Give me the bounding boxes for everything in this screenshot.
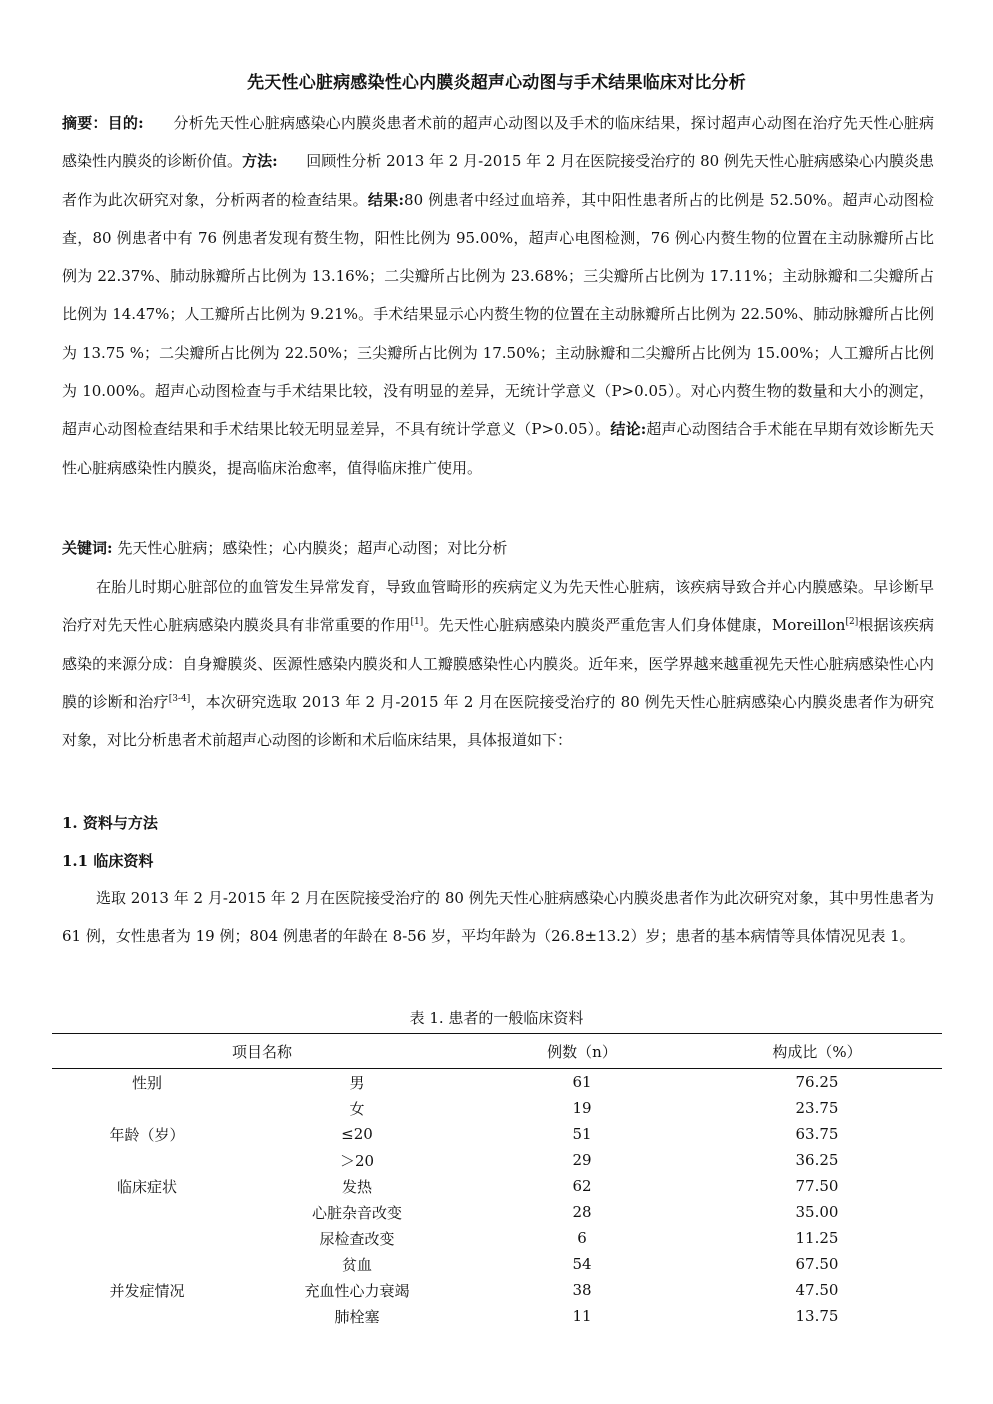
abstract-objective: 分析先天性心脏病感染心内膜炎患者术前的超声心动图以及手术的临床结果，探讨超声心动图在治疗先天性心脏病感染性内膜炎的诊断价值。: [62, 114, 934, 171]
abstract-methods: 回顾性分析 2013 年 2 月-2015 年 2 月在医院接受治疗的 80 例先天性心脏病感染心内膜炎患者作为此次研究对象，分析两者的检查结果。: [62, 152, 934, 209]
table-cell: 61: [572, 1073, 592, 1091]
table-row: [52, 1095, 942, 1121]
table-cell: 77.50: [795, 1177, 839, 1195]
abstract-results: 80 例患者中经过血培养，其中阳性患者所占的比例是 52.50%。超声心动图检查，80 例患者中有 76 例患者发现有赘生物，阳性比例为 95.00%，超声心电图检测，76 例心内赘生物的位置在主动脉瓣所占比例为 22.37%、肺动脉瓣所占比例为 13.16%；二尖瓣所占比例为 23.68%；三尖瓣所占比例为 17.11%；主动脉瓣和二尖瓣所占比例为 14.47%；人工瓣所占比例为 9.21%。手术结果显示心内赘生物的位置在主动脉瓣所占比例为 22.50%、肺动脉瓣所占比例为 13.75 %；二尖瓣所占比例为 22.50%；三尖瓣所占比例为 17.50%；主动脉瓣和二尖瓣所占比例为 15.00%；人工瓣所占比例为 10.00%。超声心动图检查与手术结果比较，没有明显的差异，无统计学意义（P>0.05）。对心内赘生物的数量和大小的测定，超声心动图检查结果和手术结果比较无明显差异，不具有统计学意义（P>0.05）。: [62, 190, 934, 439]
table-cell: 临床症状: [116, 1177, 177, 1196]
table-cell: 19: [572, 1099, 592, 1117]
paper-title: 先天性心脏病感染性心内膜炎超声心动图与手术结果临床对比分析: [247, 73, 746, 93]
table-cell: 女: [349, 1099, 365, 1118]
section-heading-1: 1. 资料与方法: [62, 814, 158, 832]
abstract-conclusion: 超声心动图结合手术能在早期有效诊断先天性心脏病感染性内膜炎，提高临床治愈率，值得临床推广使用。: [62, 420, 934, 477]
table-cell: [52, 1095, 242, 1121]
table-cell: 67.50: [795, 1255, 839, 1273]
table-cell: 51: [572, 1125, 592, 1143]
table-cell: 性别: [131, 1073, 162, 1092]
intro-text-2: 。先天性心脏病感染内膜炎严重危害人们身体健康，: [423, 616, 772, 635]
table-row: [52, 1225, 942, 1251]
table-cell: 男: [349, 1073, 365, 1092]
table-cell: 并发症情况: [109, 1281, 185, 1300]
clinical-paragraph: [62, 879, 934, 956]
header-ratio: 构成比（%）: [692, 1034, 942, 1069]
table-cell: 76.25: [795, 1073, 839, 1091]
table-row: [52, 1251, 942, 1277]
table-cell: 23.75: [795, 1099, 839, 1117]
intro-text-1: 在胎儿时期心脏部位的血管发生异常发育，导致血管畸形的疾病定义为先天性心脏病，该疾病导致合并心内膜感染。早诊断早治疗对先天性心脏病感染内膜炎具有非常重要的作用: [62, 578, 934, 635]
table-caption: 表 1. 患者的一般临床资料: [409, 1009, 584, 1027]
table-cell: 充血性心力衰竭: [304, 1281, 410, 1300]
table-cell: [52, 1225, 242, 1251]
table-cell: 11: [572, 1307, 592, 1325]
keywords-label: 关键词:: [62, 539, 113, 557]
clinical-data-table: [52, 1033, 942, 1329]
reference-1: [1]: [410, 617, 424, 628]
table-cell: 发热: [341, 1177, 372, 1196]
table-cell: 6: [577, 1229, 587, 1247]
table-cell: 尿检查改变: [319, 1229, 395, 1248]
table-cell: 62: [572, 1177, 592, 1195]
table-cell: 29: [572, 1151, 592, 1169]
table-cell: 38: [572, 1281, 592, 1299]
table-cell: [52, 1303, 242, 1329]
table-cell: [52, 1251, 242, 1277]
conclusion-label: 结论:: [610, 420, 647, 439]
table-row: [52, 1199, 942, 1225]
table-cell: 13.75: [795, 1307, 839, 1325]
table-row: [52, 1121, 942, 1147]
table-row: [52, 1147, 942, 1173]
table-cell: 54: [572, 1255, 592, 1273]
keywords-text: 先天性心脏病；感染性；心内膜炎；超声心动图；对比分析: [117, 539, 508, 557]
table-cell: [52, 1199, 242, 1225]
table-row: [52, 1069, 942, 1096]
table-row: [52, 1277, 942, 1303]
abstract-block: [62, 104, 934, 487]
intro-text-4: ，本次研究选取 2013 年 2 月-2015 年 2 月在医院接受治疗的 80 例先天性心脏病感染心内膜炎患者作为研究对象，对比分析患者术前超声心动图的诊断和术后临床结果，具体报道如下：: [62, 692, 934, 750]
abstract-label: 摘要：目的:: [62, 114, 144, 132]
table-cell: 35.00: [795, 1203, 839, 1221]
intro-paragraph: [62, 568, 934, 759]
table-cell: 贫血: [341, 1255, 372, 1274]
table-cell: 11.25: [795, 1229, 839, 1247]
table-cell: [52, 1147, 242, 1173]
keywords-block: [62, 529, 934, 567]
table-cell: 36.25: [795, 1151, 839, 1169]
results-label: 结果:: [367, 190, 405, 209]
reference-3-4: [3-4]: [168, 693, 191, 704]
table-cell: 年龄（岁）: [109, 1125, 185, 1144]
intro-text-3: 根据该疾病感染的来源分成：自身瓣膜炎、医源性感染内膜炎和人工瓣膜感染性心内膜炎。近年来，医学界越来越重视先天性心脏病感染性心内膜的诊断和治疗: [62, 616, 934, 711]
table-cell: ≤20: [341, 1125, 373, 1143]
table-cell: 63.75: [795, 1125, 839, 1143]
table-cell: 28: [572, 1203, 592, 1221]
table-cell: ＞20: [339, 1151, 375, 1170]
table-cell: 肺栓塞: [334, 1307, 380, 1326]
table-row: [52, 1173, 942, 1199]
clinical-text: 选取 2013 年 2 月-2015 年 2 月在医院接受治疗的 80 例先天性心脏病感染心内膜炎患者作为此次研究对象，其中男性患者为 61 例，女性患者为 19 例；804 例患者的年龄在 8-56 岁，平均年龄为（26.8±13.2）岁；患者的基本病情等具体情况见表 1。: [62, 889, 934, 946]
section-heading-1-1: 1.1 临床资料: [62, 852, 154, 870]
moreillon-name: Moreillon: [771, 616, 846, 635]
table-cell: 47.50: [795, 1281, 839, 1299]
table-cell: 心脏杂音改变: [311, 1203, 402, 1222]
table-row: [52, 1303, 942, 1329]
methods-label: 方法:: [242, 152, 278, 171]
table-header-row: [52, 1034, 942, 1069]
reference-2: [2]: [845, 617, 859, 628]
header-item-name: 项目名称: [52, 1034, 472, 1069]
header-count: 例数（n）: [472, 1034, 692, 1069]
